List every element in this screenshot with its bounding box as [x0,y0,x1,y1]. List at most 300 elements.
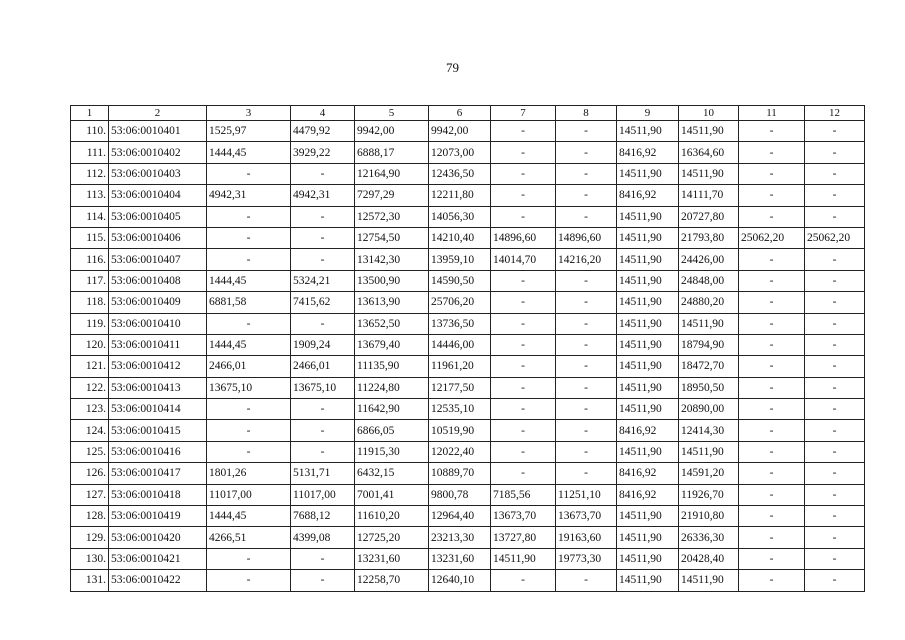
table-cell: 23213,30 [429,527,491,548]
table-cell: - [805,313,865,334]
table-cell: - [805,270,865,291]
table-cell: 8416,92 [617,142,679,163]
table-cell: - [207,227,291,248]
table-cell: - [291,249,355,270]
table-cell: - [739,463,805,484]
table-cell: 14511,90 [617,292,679,313]
table-row [71,441,865,462]
row-number: 128. [71,506,109,527]
cadastral-code: 53:06:0010417 [109,463,207,484]
table-cell: 14511,90 [617,399,679,420]
table-cell: - [805,163,865,184]
table-row [71,463,865,484]
row-number: 125. [71,441,109,462]
column-header-12: 12 [805,106,865,121]
table-row [71,377,865,398]
table-cell: 13959,10 [429,249,491,270]
table-cell: - [739,249,805,270]
cadastral-code: 53:06:0010408 [109,270,207,291]
table-cell: 4479,92 [291,121,355,142]
table-cell: - [556,142,617,163]
table-cell: 13652,50 [355,313,429,334]
table-row [71,527,865,548]
table-cell: 12725,20 [355,527,429,548]
column-header-8: 8 [556,106,617,121]
table-cell: 1909,24 [291,334,355,355]
table-cell: - [805,292,865,313]
table-row [71,163,865,184]
column-header-1: 1 [71,106,109,121]
row-number: 121. [71,356,109,377]
table-cell: 14590,50 [429,270,491,291]
cadastral-code: 53:06:0010416 [109,441,207,462]
table-cell: 11251,10 [556,484,617,505]
table-cell: 7688,12 [291,506,355,527]
table-cell: 14111,70 [679,185,739,206]
table-cell: - [739,121,805,142]
table-cell: 19773,30 [556,548,617,569]
table-cell: 1525,97 [207,121,291,142]
table-row [71,249,865,270]
table-cell: 4266,51 [207,527,291,548]
table-row [71,570,865,591]
table-cell: 20428,40 [679,548,739,569]
table-cell: - [739,420,805,441]
table-cell: 12964,40 [429,506,491,527]
table-cell: - [805,399,865,420]
table-cell: - [739,185,805,206]
table-cell: - [291,206,355,227]
table-cell: 14511,90 [679,441,739,462]
table-cell: - [739,484,805,505]
table-cell: 6866,05 [355,420,429,441]
table-cell: - [491,121,556,142]
table-cell: - [805,506,865,527]
table-cell: - [291,163,355,184]
table-cell: 14511,90 [679,163,739,184]
table-cell: 26336,30 [679,527,739,548]
table-cell: 12754,50 [355,227,429,248]
table-cell: - [207,548,291,569]
table-cell: - [491,399,556,420]
table-cell: - [207,163,291,184]
table-cell: 25062,20 [739,227,805,248]
table-cell: - [739,527,805,548]
table-cell: 12640,10 [429,570,491,591]
table-cell: 14511,90 [617,313,679,334]
table-cell: 13727,80 [491,527,556,548]
table-cell: 13736,50 [429,313,491,334]
table-cell: 4942,31 [291,185,355,206]
table-cell: 19163,60 [556,527,617,548]
table-cell: 6888,17 [355,142,429,163]
table-cell: - [805,548,865,569]
table-cell: - [491,292,556,313]
table-cell: 11926,70 [679,484,739,505]
table-cell: 10519,90 [429,420,491,441]
table-cell: - [739,356,805,377]
table-cell: 11224,80 [355,377,429,398]
table-cell: - [739,334,805,355]
table-cell: - [739,548,805,569]
table-cell: - [805,356,865,377]
table-row [71,334,865,355]
table-cell: 14511,90 [617,377,679,398]
table-cell: 13673,70 [556,506,617,527]
table-cell: 9942,00 [355,121,429,142]
table-cell: - [805,441,865,462]
cadastral-code: 53:06:0010401 [109,121,207,142]
table-cell: 1444,45 [207,506,291,527]
table-cell: 11610,20 [355,506,429,527]
table-cell: - [739,313,805,334]
table-cell: 14511,90 [617,163,679,184]
table-cell: 20727,80 [679,206,739,227]
cadastral-code: 53:06:0010403 [109,163,207,184]
table-cell: 12177,50 [429,377,491,398]
table-cell: - [556,441,617,462]
cadastral-code: 53:06:0010422 [109,570,207,591]
row-number: 122. [71,377,109,398]
table-row [71,142,865,163]
table-cell: 14591,20 [679,463,739,484]
row-number: 119. [71,313,109,334]
row-number: 130. [71,548,109,569]
table-cell: 14511,90 [679,121,739,142]
table-cell: 8416,92 [617,484,679,505]
table-cell: - [556,420,617,441]
table-cell: 1444,45 [207,334,291,355]
table-cell: 20890,00 [679,399,739,420]
table-cell: 14511,90 [617,356,679,377]
table-row [71,292,865,313]
column-header-3: 3 [207,106,291,121]
table-row [71,206,865,227]
cadastral-code: 53:06:0010402 [109,142,207,163]
table-cell: 7185,56 [491,484,556,505]
cadastral-code: 53:06:0010410 [109,313,207,334]
table-cell: 14511,90 [617,441,679,462]
table-cell: 11642,90 [355,399,429,420]
table-cell: 11961,20 [429,356,491,377]
table-cell: 13231,60 [355,548,429,569]
row-number: 123. [71,399,109,420]
cadastral-code: 53:06:0010404 [109,185,207,206]
table-cell: - [491,163,556,184]
cadastral-code: 53:06:0010421 [109,548,207,569]
table-cell: 8416,92 [617,463,679,484]
table-cell: - [805,334,865,355]
cadastral-code: 53:06:0010414 [109,399,207,420]
column-header-2: 2 [109,106,207,121]
table-cell: - [556,185,617,206]
row-number: 112. [71,163,109,184]
table-cell: - [207,313,291,334]
table-cell: - [739,441,805,462]
table-cell: - [491,463,556,484]
table-cell: 25062,20 [805,227,865,248]
cadastral-code: 53:06:0010411 [109,334,207,355]
column-header-6: 6 [429,106,491,121]
table-cell: - [739,570,805,591]
table-row [71,270,865,291]
cadastral-code: 53:06:0010409 [109,292,207,313]
table-cell: 18950,50 [679,377,739,398]
cadastral-code: 53:06:0010413 [109,377,207,398]
table-cell: 9800,78 [429,484,491,505]
table-cell: 4942,31 [207,185,291,206]
cadastral-code: 53:06:0010419 [109,506,207,527]
table-row [71,399,865,420]
table-cell: 5131,71 [291,463,355,484]
table-cell: - [805,206,865,227]
table-cell: 14446,00 [429,334,491,355]
table-cell: 14511,90 [617,121,679,142]
table-cell: 24426,00 [679,249,739,270]
table-cell: - [491,185,556,206]
table-cell: - [291,313,355,334]
page-number: 79 [446,60,459,75]
table-cell: - [805,185,865,206]
table-cell: 25706,20 [429,292,491,313]
table-cell: - [207,441,291,462]
table-row [71,356,865,377]
table-cell: - [805,484,865,505]
table-cell: - [291,548,355,569]
table-cell: 14896,60 [491,227,556,248]
table-row [71,121,865,142]
table-cell: 21910,80 [679,506,739,527]
row-number: 118. [71,292,109,313]
table-cell: - [491,206,556,227]
table-cell: - [291,570,355,591]
table-cell: - [739,399,805,420]
table-cell: 14216,20 [556,249,617,270]
table-cell: 24880,20 [679,292,739,313]
table-cell: - [739,163,805,184]
table-cell: - [739,377,805,398]
cadastral-code: 53:06:0010407 [109,249,207,270]
table-cell: - [556,399,617,420]
table-cell: 12164,90 [355,163,429,184]
table-cell: - [491,377,556,398]
table-cell: - [491,313,556,334]
table-cell: 11915,30 [355,441,429,462]
table-cell: 12436,50 [429,163,491,184]
table-cell: - [291,441,355,462]
row-number: 124. [71,420,109,441]
row-number: 111. [71,142,109,163]
table-cell: 14896,60 [556,227,617,248]
table-cell: 13500,90 [355,270,429,291]
table-cell: 12022,40 [429,441,491,462]
row-number: 131. [71,570,109,591]
header-row [71,106,865,121]
table-cell: - [491,441,556,462]
table-row [71,420,865,441]
table-cell: - [805,570,865,591]
table-cell: - [805,121,865,142]
table-cell: 12414,30 [679,420,739,441]
column-header-11: 11 [739,106,805,121]
table-cell: - [491,142,556,163]
table-cell: 24848,00 [679,270,739,291]
cadastral-code: 53:06:0010406 [109,227,207,248]
column-header-4: 4 [291,106,355,121]
table-cell: - [291,399,355,420]
table-cell: - [556,463,617,484]
table-cell: 14511,90 [617,570,679,591]
table-cell: 14210,40 [429,227,491,248]
table-cell: 11017,00 [207,484,291,505]
table-cell: 14511,90 [617,249,679,270]
table-cell: 13142,30 [355,249,429,270]
table-cell: - [556,356,617,377]
column-header-5: 5 [355,106,429,121]
table-cell: 12258,70 [355,570,429,591]
table-cell: - [491,570,556,591]
table-cell: 18472,70 [679,356,739,377]
table-cell: 7297,29 [355,185,429,206]
data-table [70,105,865,592]
table-cell: 14511,90 [617,227,679,248]
table-cell: 5324,21 [291,270,355,291]
column-header-9: 9 [617,106,679,121]
table-cell: - [556,270,617,291]
row-number: 113. [71,185,109,206]
table-cell: - [556,570,617,591]
table-cell: - [491,270,556,291]
table-cell: - [291,227,355,248]
column-header-7: 7 [491,106,556,121]
row-number: 127. [71,484,109,505]
table-cell: - [739,270,805,291]
row-number: 116. [71,249,109,270]
table-cell: 13613,90 [355,292,429,313]
table-cell: - [739,292,805,313]
table-cell: 21793,80 [679,227,739,248]
table-cell: - [805,463,865,484]
table-cell: 2466,01 [291,356,355,377]
table-cell: 14511,90 [491,548,556,569]
table-cell: 12211,80 [429,185,491,206]
cadastral-code: 53:06:0010418 [109,484,207,505]
row-number: 129. [71,527,109,548]
table-cell: 13231,60 [429,548,491,569]
table-cell: 16364,60 [679,142,739,163]
row-number: 115. [71,227,109,248]
row-number: 114. [71,206,109,227]
table-cell: 12572,30 [355,206,429,227]
column-header-10: 10 [679,106,739,121]
table-cell: 7001,41 [355,484,429,505]
table-cell: 11135,90 [355,356,429,377]
table-cell: 1801,26 [207,463,291,484]
table-row [71,185,865,206]
table-cell: 14014,70 [491,249,556,270]
table-cell: - [556,163,617,184]
table-cell: - [805,249,865,270]
table-cell: 14056,30 [429,206,491,227]
table-cell: 9942,00 [429,121,491,142]
table-cell: - [556,121,617,142]
table-cell: 13679,40 [355,334,429,355]
table-cell: 3929,22 [291,142,355,163]
table-cell: - [491,334,556,355]
table-cell: 14511,90 [617,206,679,227]
table-cell: 1444,45 [207,142,291,163]
row-number: 110. [71,121,109,142]
table-cell: - [207,249,291,270]
row-number: 120. [71,334,109,355]
table-row [71,484,865,505]
table-cell: - [207,206,291,227]
table-cell: 2466,01 [207,356,291,377]
table-cell: 14511,90 [617,334,679,355]
table-cell: 8416,92 [617,185,679,206]
table-cell: 11017,00 [291,484,355,505]
table-row [71,506,865,527]
table-cell: 8416,92 [617,420,679,441]
table-cell: - [291,420,355,441]
table-cell: - [207,399,291,420]
table-cell: - [556,313,617,334]
table-cell: 13675,10 [207,377,291,398]
cadastral-code: 53:06:0010420 [109,527,207,548]
table-cell: 14511,90 [679,313,739,334]
table-cell: 13675,10 [291,377,355,398]
table-row [71,313,865,334]
table-cell: 6432,15 [355,463,429,484]
table-cell: 13673,70 [491,506,556,527]
table-cell: - [207,570,291,591]
cadastral-code: 53:06:0010412 [109,356,207,377]
table-cell: - [805,420,865,441]
table-cell: - [805,377,865,398]
table-row [71,548,865,569]
table-cell: 10889,70 [429,463,491,484]
table-cell: 18794,90 [679,334,739,355]
cadastral-code: 53:06:0010415 [109,420,207,441]
table-cell: - [556,334,617,355]
table-cell: - [556,206,617,227]
table-row [71,227,865,248]
table-cell: - [556,377,617,398]
table-cell: - [739,506,805,527]
table-cell: 1444,45 [207,270,291,291]
table-cell: - [207,420,291,441]
table-cell: 14511,90 [679,570,739,591]
table-cell: 12073,00 [429,142,491,163]
table-cell: 4399,08 [291,527,355,548]
row-number: 126. [71,463,109,484]
table-cell: 12535,10 [429,399,491,420]
row-number: 117. [71,270,109,291]
table-cell: - [805,527,865,548]
cadastral-code: 53:06:0010405 [109,206,207,227]
table-cell: - [805,142,865,163]
table-cell: 14511,90 [617,548,679,569]
table-cell: - [491,420,556,441]
table-cell: - [739,206,805,227]
table-cell: - [556,292,617,313]
table-cell: 14511,90 [617,527,679,548]
table-cell: 14511,90 [617,270,679,291]
table-cell: 7415,62 [291,292,355,313]
table-cell: - [491,356,556,377]
table-cell: 14511,90 [617,506,679,527]
table-cell: 6881,58 [207,292,291,313]
